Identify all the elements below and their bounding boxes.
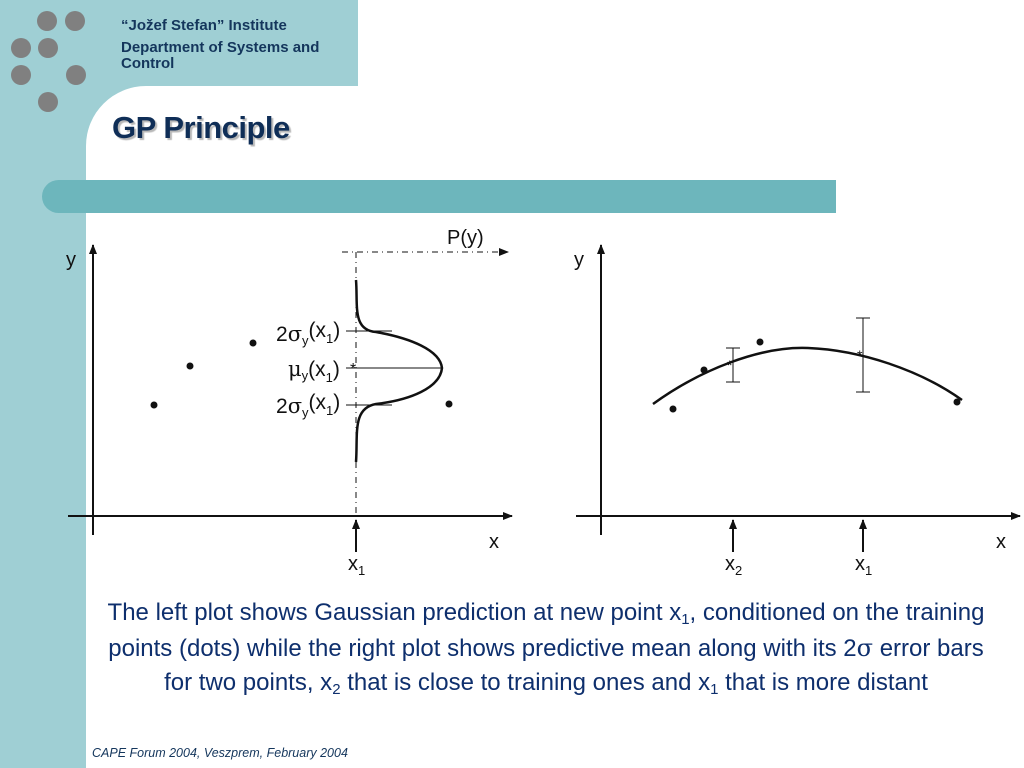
- institute-header: [121, 18, 361, 72]
- left-y-label: y: [66, 249, 76, 271]
- upper-band-label: $2\sigma y(x_1)$: [276, 319, 341, 348]
- training-point: [446, 401, 453, 408]
- error-bar-x1: [856, 318, 870, 392]
- right-y-label: y: [574, 249, 584, 271]
- mean-star: *: [350, 361, 357, 378]
- institute-name: “Jožef Stefan” Institute: [121, 17, 287, 34]
- predictive-mean-curve: [653, 348, 962, 404]
- department-name: Department of Systems and Control: [121, 39, 320, 72]
- training-point: [701, 367, 708, 374]
- right-x1-label: $x_1$: [855, 553, 873, 578]
- logo-dots: [0, 0, 100, 120]
- py-label: P(y): [447, 227, 484, 249]
- mean-label: $\mu y(x_1)$: [288, 357, 340, 385]
- svg-text:*: *: [857, 347, 863, 363]
- right-x2-label: $x_2$: [725, 553, 743, 578]
- lower-band-label: $2\sigma y(x_1)$: [276, 391, 341, 420]
- left-plot: [66, 227, 512, 578]
- error-bar-x2: [726, 348, 740, 382]
- training-point: [757, 339, 764, 346]
- svg-text:*: *: [727, 357, 733, 373]
- left-x1-label: $x_1$: [348, 553, 366, 578]
- training-point: [250, 340, 257, 347]
- training-point: [954, 399, 961, 406]
- right-plot: [574, 245, 1020, 578]
- slide-title: GP Principle: [112, 110, 290, 145]
- gaussian-density-curve: [356, 280, 442, 462]
- slide-caption: The left plot shows Gaussian prediction at new point $x_1$, conditioned on the training points (dots) while the right plot shows predictive mean along with its 2σ error bars for two points, $x_2$ that is close to training ones and $x_1$ that is more distant: [107, 599, 985, 698]
- footer-text: CAPE Forum 2004, Veszprem, February 2004: [92, 746, 348, 760]
- title-divider-bar: [42, 180, 836, 213]
- training-point: [670, 406, 677, 413]
- left-x-label: x: [489, 531, 499, 553]
- right-x-label: x: [996, 531, 1006, 553]
- gp-diagrams: [0, 220, 1024, 590]
- training-point: [187, 363, 194, 370]
- training-point: [151, 402, 158, 409]
